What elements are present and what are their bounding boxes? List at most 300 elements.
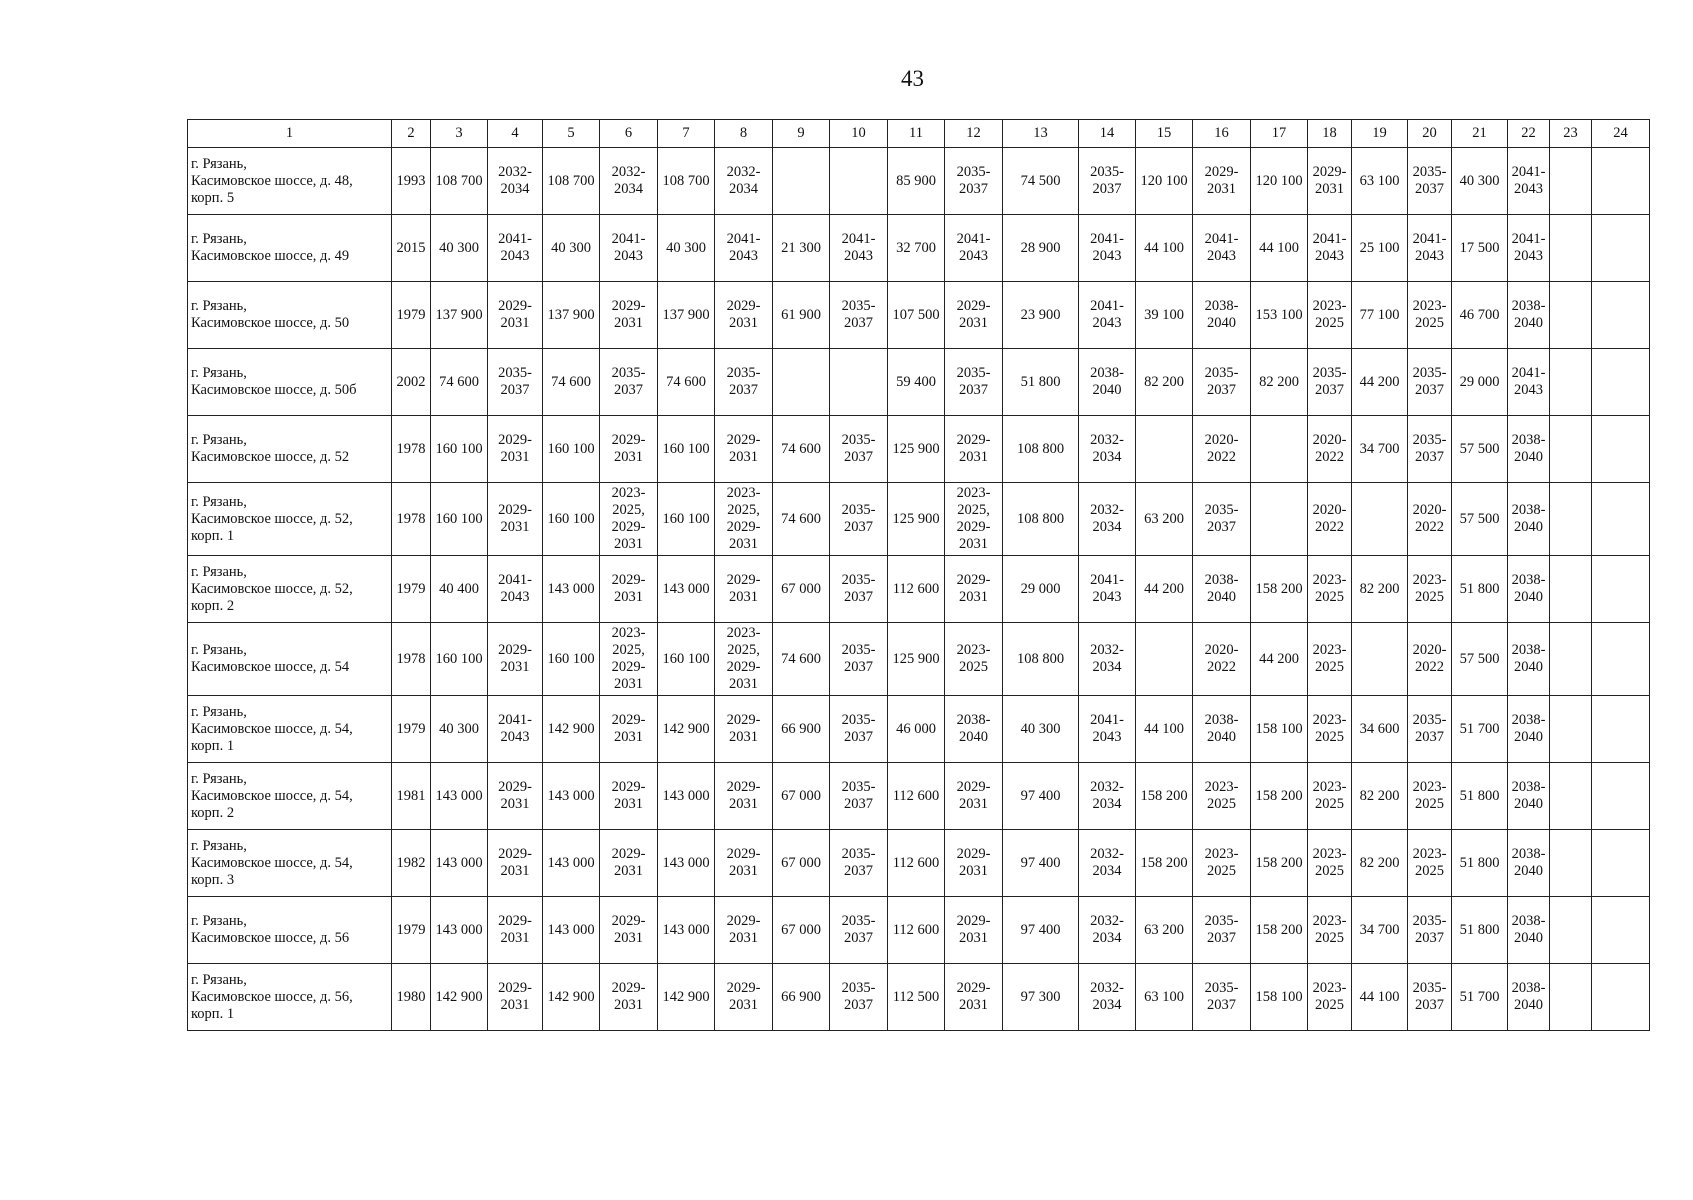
- table-cell: 158 200: [1251, 556, 1308, 623]
- table-cell: 2029- 2031: [945, 830, 1003, 897]
- column-header: 1: [188, 120, 392, 148]
- table-cell: 2038- 2040: [1508, 416, 1550, 483]
- table-cell: 2038- 2040: [1508, 556, 1550, 623]
- table-cell: 2029- 2031: [600, 897, 658, 964]
- address-cell: г. Рязань, Касимовское шоссе, д. 52, корп. 1: [188, 483, 392, 556]
- table-cell: 2029- 2031: [488, 830, 543, 897]
- table-cell: 2038- 2040: [1508, 623, 1550, 696]
- table-cell: 40 300: [658, 215, 715, 282]
- table-cell: [773, 349, 830, 416]
- table-cell: 34 700: [1352, 416, 1408, 483]
- column-header: 14: [1079, 120, 1136, 148]
- table-cell: 125 900: [888, 416, 945, 483]
- table-cell: 158 200: [1251, 763, 1308, 830]
- table-cell: 32 700: [888, 215, 945, 282]
- table-cell: [1592, 763, 1650, 830]
- table-cell: 2029- 2031: [600, 964, 658, 1031]
- address-cell: г. Рязань, Касимовское шоссе, д. 50б: [188, 349, 392, 416]
- table-cell: 2038- 2040: [1508, 282, 1550, 349]
- table-cell: [830, 148, 888, 215]
- table-cell: 2035- 2037: [1193, 897, 1251, 964]
- table-cell: 82 200: [1251, 349, 1308, 416]
- table-cell: 2029- 2031: [1193, 148, 1251, 215]
- table-cell: 143 000: [431, 763, 488, 830]
- column-header: 5: [543, 120, 600, 148]
- table-cell: 160 100: [543, 416, 600, 483]
- table-cell: 28 900: [1003, 215, 1079, 282]
- table-cell: 2032- 2034: [1079, 416, 1136, 483]
- column-header: 15: [1136, 120, 1193, 148]
- table-cell: 2023- 2025: [1408, 282, 1452, 349]
- table-cell: [1592, 416, 1650, 483]
- table-cell: 2041- 2043: [488, 696, 543, 763]
- column-header: 7: [658, 120, 715, 148]
- table-cell: 2020- 2022: [1193, 623, 1251, 696]
- table-cell: 51 700: [1452, 696, 1508, 763]
- table-cell: 66 900: [773, 964, 830, 1031]
- table-row: [188, 282, 1650, 349]
- table-cell: 143 000: [658, 897, 715, 964]
- table-cell: 46 700: [1452, 282, 1508, 349]
- table-row: [188, 763, 1650, 830]
- table-row: [188, 897, 1650, 964]
- column-header: 12: [945, 120, 1003, 148]
- column-header: 2: [392, 120, 431, 148]
- table-cell: 2041- 2043: [945, 215, 1003, 282]
- table-cell: 2029- 2031: [600, 830, 658, 897]
- table-cell: 2038- 2040: [945, 696, 1003, 763]
- table-cell: 29 000: [1003, 556, 1079, 623]
- table-cell: 112 600: [888, 556, 945, 623]
- table-cell: 125 900: [888, 623, 945, 696]
- table-cell: 1978: [392, 483, 431, 556]
- table-cell: [1550, 897, 1592, 964]
- table-cell: 97 300: [1003, 964, 1079, 1031]
- table-cell: 107 500: [888, 282, 945, 349]
- table-cell: 2035- 2037: [830, 830, 888, 897]
- table-cell: [1550, 763, 1592, 830]
- table-cell: 158 100: [1251, 696, 1308, 763]
- table-cell: 108 700: [658, 148, 715, 215]
- table-cell: 137 900: [543, 282, 600, 349]
- table-cell: 143 000: [431, 897, 488, 964]
- table-cell: 2029- 2031: [945, 556, 1003, 623]
- address-cell: г. Рязань, Касимовское шоссе, д. 56, корп. 1: [188, 964, 392, 1031]
- table-row: [188, 349, 1650, 416]
- table-cell: 2035- 2037: [1308, 349, 1352, 416]
- table-cell: 2038- 2040: [1193, 556, 1251, 623]
- table-cell: 108 800: [1003, 623, 1079, 696]
- table-cell: 143 000: [543, 897, 600, 964]
- table-cell: 143 000: [658, 830, 715, 897]
- table-cell: 2032- 2034: [1079, 763, 1136, 830]
- table-cell: 158 200: [1251, 897, 1308, 964]
- table-cell: 2041- 2043: [1408, 215, 1452, 282]
- table-cell: 2032- 2034: [1079, 623, 1136, 696]
- column-header: 11: [888, 120, 945, 148]
- table-cell: 2035- 2037: [830, 556, 888, 623]
- table-cell: 44 200: [1251, 623, 1308, 696]
- table-row: [188, 964, 1650, 1031]
- table-cell: 63 100: [1352, 148, 1408, 215]
- table-cell: 143 000: [431, 830, 488, 897]
- table-cell: 142 900: [543, 696, 600, 763]
- table-cell: 44 200: [1352, 349, 1408, 416]
- table-cell: 67 000: [773, 556, 830, 623]
- table-cell: 2023- 2025: [1308, 696, 1352, 763]
- table-cell: 2035- 2037: [1193, 483, 1251, 556]
- table-cell: 2032- 2034: [1079, 897, 1136, 964]
- table-cell: 2032- 2034: [715, 148, 773, 215]
- table-cell: [1136, 416, 1193, 483]
- table-cell: [1550, 623, 1592, 696]
- table-cell: 2023- 2025: [1408, 763, 1452, 830]
- table-cell: 40 300: [431, 215, 488, 282]
- table-cell: 2041- 2043: [1508, 148, 1550, 215]
- table-cell: [1550, 483, 1592, 556]
- table-cell: 63 200: [1136, 483, 1193, 556]
- column-header: 13: [1003, 120, 1079, 148]
- table-cell: 17 500: [1452, 215, 1508, 282]
- table-cell: 2029- 2031: [600, 416, 658, 483]
- table-cell: 1979: [392, 556, 431, 623]
- table-cell: 2035- 2037: [488, 349, 543, 416]
- table-cell: 108 800: [1003, 483, 1079, 556]
- table-cell: 2029- 2031: [715, 696, 773, 763]
- table-cell: 2029- 2031: [945, 897, 1003, 964]
- table-cell: 2029- 2031: [488, 623, 543, 696]
- table-cell: 67 000: [773, 763, 830, 830]
- table-cell: [1592, 215, 1650, 282]
- table-cell: 2041- 2043: [1508, 215, 1550, 282]
- table-cell: 2038- 2040: [1508, 830, 1550, 897]
- table-cell: 39 100: [1136, 282, 1193, 349]
- table-cell: 2035- 2037: [1079, 148, 1136, 215]
- table-cell: 2023- 2025, 2029- 2031: [600, 483, 658, 556]
- table-cell: 2023- 2025: [1193, 763, 1251, 830]
- table-cell: 158 200: [1136, 763, 1193, 830]
- table-cell: 125 900: [888, 483, 945, 556]
- table-cell: 67 000: [773, 830, 830, 897]
- table-cell: 2023- 2025: [1308, 830, 1352, 897]
- table-cell: 2041- 2043: [715, 215, 773, 282]
- address-cell: г. Рязань, Касимовское шоссе, д. 54, корп. 1: [188, 696, 392, 763]
- table-cell: 158 200: [1136, 830, 1193, 897]
- table-cell: 2023- 2025, 2029- 2031: [715, 623, 773, 696]
- table-cell: 44 100: [1136, 215, 1193, 282]
- table-cell: [1592, 282, 1650, 349]
- table-cell: 2023- 2025: [1308, 763, 1352, 830]
- table-row: [188, 830, 1650, 897]
- table-cell: 108 700: [431, 148, 488, 215]
- table-cell: 2038- 2040: [1508, 763, 1550, 830]
- table-cell: 2041- 2043: [600, 215, 658, 282]
- table-cell: 85 900: [888, 148, 945, 215]
- table-cell: [1550, 556, 1592, 623]
- address-cell: г. Рязань, Касимовское шоссе, д. 48, корп. 5: [188, 148, 392, 215]
- table-cell: 44 100: [1251, 215, 1308, 282]
- table-cell: 160 100: [543, 483, 600, 556]
- table-cell: [1251, 483, 1308, 556]
- capital-repair-schedule-table: [187, 119, 1650, 1031]
- table-cell: 40 300: [431, 696, 488, 763]
- table-cell: 25 100: [1352, 215, 1408, 282]
- table-cell: 63 100: [1136, 964, 1193, 1031]
- table-cell: 2035- 2037: [1408, 349, 1452, 416]
- table-cell: 142 900: [658, 964, 715, 1031]
- table-cell: 2029- 2031: [715, 830, 773, 897]
- table-cell: 1979: [392, 282, 431, 349]
- address-cell: г. Рязань, Касимовское шоссе, д. 54: [188, 623, 392, 696]
- table-cell: [1592, 964, 1650, 1031]
- table-cell: 1979: [392, 897, 431, 964]
- table-cell: 2029- 2031: [488, 763, 543, 830]
- table-cell: 34 600: [1352, 696, 1408, 763]
- table-cell: 112 600: [888, 763, 945, 830]
- table-cell: 2041- 2043: [1079, 556, 1136, 623]
- table-cell: [1592, 897, 1650, 964]
- table-cell: 2035- 2037: [715, 349, 773, 416]
- table-cell: 143 000: [543, 830, 600, 897]
- table-cell: 2038- 2040: [1079, 349, 1136, 416]
- table-cell: [1592, 696, 1650, 763]
- table-cell: 46 000: [888, 696, 945, 763]
- table-cell: 2029- 2031: [488, 483, 543, 556]
- table-row: [188, 623, 1650, 696]
- table-cell: 108 700: [543, 148, 600, 215]
- table-cell: 160 100: [658, 416, 715, 483]
- table-cell: 2041- 2043: [1193, 215, 1251, 282]
- column-header: 6: [600, 120, 658, 148]
- table-cell: 2038- 2040: [1508, 897, 1550, 964]
- table-cell: 112 600: [888, 897, 945, 964]
- table-cell: 2041- 2043: [1308, 215, 1352, 282]
- table-cell: 2029- 2031: [488, 964, 543, 1031]
- table-cell: 74 600: [658, 349, 715, 416]
- table-cell: 1978: [392, 623, 431, 696]
- table-cell: 143 000: [658, 556, 715, 623]
- table-cell: 44 100: [1136, 696, 1193, 763]
- table-cell: 2029- 2031: [715, 416, 773, 483]
- column-header: 3: [431, 120, 488, 148]
- table-cell: 160 100: [543, 623, 600, 696]
- table-cell: 2020- 2022: [1308, 416, 1352, 483]
- table-cell: 59 400: [888, 349, 945, 416]
- table-row: [188, 215, 1650, 282]
- table-cell: 2035- 2037: [1408, 416, 1452, 483]
- table-cell: 2035- 2037: [945, 349, 1003, 416]
- address-cell: г. Рязань, Касимовское шоссе, д. 50: [188, 282, 392, 349]
- table-row: [188, 556, 1650, 623]
- table-cell: 2020- 2022: [1193, 416, 1251, 483]
- column-header: 4: [488, 120, 543, 148]
- table-cell: 44 200: [1136, 556, 1193, 623]
- table-cell: [1251, 416, 1308, 483]
- table-cell: 97 400: [1003, 763, 1079, 830]
- table-cell: 2029- 2031: [488, 897, 543, 964]
- table-cell: [1550, 148, 1592, 215]
- table-cell: 2041- 2043: [488, 215, 543, 282]
- table-cell: 74 600: [431, 349, 488, 416]
- table-cell: 160 100: [431, 623, 488, 696]
- table-cell: 2035- 2037: [1408, 964, 1452, 1031]
- table-cell: 2029- 2031: [715, 964, 773, 1031]
- table-cell: 2041- 2043: [1079, 696, 1136, 763]
- table-cell: 137 900: [658, 282, 715, 349]
- table-cell: 2032- 2034: [1079, 964, 1136, 1031]
- table-cell: 2023- 2025, 2029- 2031: [715, 483, 773, 556]
- table-cell: 97 400: [1003, 830, 1079, 897]
- table-cell: 74 600: [773, 623, 830, 696]
- table-cell: 67 000: [773, 897, 830, 964]
- column-header: 23: [1550, 120, 1592, 148]
- table-cell: 2029- 2031: [488, 416, 543, 483]
- table-cell: [1352, 623, 1408, 696]
- table-cell: 2023- 2025: [1408, 830, 1452, 897]
- column-header: 16: [1193, 120, 1251, 148]
- column-header: 9: [773, 120, 830, 148]
- column-header: 22: [1508, 120, 1550, 148]
- table-cell: 57 500: [1452, 416, 1508, 483]
- table-cell: [1592, 148, 1650, 215]
- table-cell: [1550, 696, 1592, 763]
- table-cell: 1982: [392, 830, 431, 897]
- table-cell: 2029- 2031: [600, 696, 658, 763]
- table-cell: 2038- 2040: [1193, 282, 1251, 349]
- table-cell: 143 000: [658, 763, 715, 830]
- table-cell: 74 600: [543, 349, 600, 416]
- table-cell: 2035- 2037: [830, 763, 888, 830]
- table-cell: 57 500: [1452, 483, 1508, 556]
- table-cell: [1550, 215, 1592, 282]
- address-cell: г. Рязань, Касимовское шоссе, д. 54, корп. 2: [188, 763, 392, 830]
- table-cell: [1550, 830, 1592, 897]
- table-cell: 2023- 2025: [1308, 556, 1352, 623]
- table-cell: 2020- 2022: [1408, 483, 1452, 556]
- table-cell: 23 900: [1003, 282, 1079, 349]
- table-cell: [1550, 349, 1592, 416]
- table-cell: 51 800: [1452, 830, 1508, 897]
- table-cell: 2035- 2037: [1408, 897, 1452, 964]
- table-cell: [1550, 964, 1592, 1031]
- table-cell: 112 600: [888, 830, 945, 897]
- table-cell: 2041- 2043: [1079, 282, 1136, 349]
- table-cell: 97 400: [1003, 897, 1079, 964]
- column-header: 18: [1308, 120, 1352, 148]
- table-cell: 160 100: [658, 623, 715, 696]
- address-cell: г. Рязань, Касимовское шоссе, д. 49: [188, 215, 392, 282]
- column-header: 21: [1452, 120, 1508, 148]
- table-cell: 40 400: [431, 556, 488, 623]
- table-cell: 160 100: [658, 483, 715, 556]
- table-cell: 112 500: [888, 964, 945, 1031]
- table-cell: 34 700: [1352, 897, 1408, 964]
- table-cell: 51 700: [1452, 964, 1508, 1031]
- table-cell: [1592, 830, 1650, 897]
- table-cell: 66 900: [773, 696, 830, 763]
- table-cell: 82 200: [1352, 556, 1408, 623]
- table-cell: 40 300: [1003, 696, 1079, 763]
- table-cell: 2023- 2025, 2029- 2031: [600, 623, 658, 696]
- table-cell: 108 800: [1003, 416, 1079, 483]
- table-cell: 2023- 2025: [1308, 282, 1352, 349]
- table-cell: 1981: [392, 763, 431, 830]
- table-cell: 2020- 2022: [1308, 483, 1352, 556]
- table-cell: 2029- 2031: [1308, 148, 1352, 215]
- table-cell: 2041- 2043: [830, 215, 888, 282]
- table-cell: 2035- 2037: [1193, 349, 1251, 416]
- table-cell: 2023- 2025: [1408, 556, 1452, 623]
- table-cell: 51 800: [1452, 763, 1508, 830]
- table-cell: 158 200: [1251, 830, 1308, 897]
- table-cell: [830, 349, 888, 416]
- table-cell: 137 900: [431, 282, 488, 349]
- table-cell: [1592, 349, 1650, 416]
- address-cell: г. Рязань, Касимовское шоссе, д. 52, корп. 2: [188, 556, 392, 623]
- address-cell: г. Рязань, Касимовское шоссе, д. 52: [188, 416, 392, 483]
- column-header: 20: [1408, 120, 1452, 148]
- table-cell: 160 100: [431, 416, 488, 483]
- table-row: [188, 483, 1650, 556]
- column-header: 17: [1251, 120, 1308, 148]
- table-cell: 2015: [392, 215, 431, 282]
- table-cell: 2029- 2031: [715, 897, 773, 964]
- table-cell: 120 100: [1251, 148, 1308, 215]
- table-cell: 2035- 2037: [830, 964, 888, 1031]
- table-cell: 2023- 2025: [1308, 623, 1352, 696]
- table-cell: 2032- 2034: [1079, 483, 1136, 556]
- table-cell: 160 100: [431, 483, 488, 556]
- table-cell: [1592, 483, 1650, 556]
- table-cell: 2038- 2040: [1193, 696, 1251, 763]
- table-cell: 2038- 2040: [1508, 483, 1550, 556]
- table-cell: 51 800: [1452, 556, 1508, 623]
- table-cell: 2035- 2037: [830, 696, 888, 763]
- table-cell: 2029- 2031: [945, 416, 1003, 483]
- column-header: 10: [830, 120, 888, 148]
- table-cell: 2035- 2037: [830, 623, 888, 696]
- table-cell: 2038- 2040: [1508, 696, 1550, 763]
- table-cell: 61 900: [773, 282, 830, 349]
- table-cell: 143 000: [543, 763, 600, 830]
- table-cell: 2032- 2034: [600, 148, 658, 215]
- table-cell: 2029- 2031: [945, 964, 1003, 1031]
- table-cell: 74 600: [773, 483, 830, 556]
- page-number: 43: [901, 66, 924, 91]
- table-cell: [1592, 556, 1650, 623]
- table-cell: 2023- 2025: [1308, 897, 1352, 964]
- table-cell: 74 600: [773, 416, 830, 483]
- table-cell: [773, 148, 830, 215]
- table-cell: 2041- 2043: [488, 556, 543, 623]
- address-cell: г. Рязань, Касимовское шоссе, д. 54, корп. 3: [188, 830, 392, 897]
- table-cell: 2023- 2025: [1193, 830, 1251, 897]
- table-cell: 1993: [392, 148, 431, 215]
- table-row: [188, 148, 1650, 215]
- table-cell: 2032- 2034: [488, 148, 543, 215]
- table-cell: 2029- 2031: [715, 763, 773, 830]
- column-header: 8: [715, 120, 773, 148]
- table-cell: 2035- 2037: [830, 416, 888, 483]
- table-cell: 77 100: [1352, 282, 1408, 349]
- table-cell: 82 200: [1136, 349, 1193, 416]
- table-cell: 158 100: [1251, 964, 1308, 1031]
- table-cell: 2029- 2031: [945, 763, 1003, 830]
- table-cell: 2002: [392, 349, 431, 416]
- table-cell: 1978: [392, 416, 431, 483]
- table-cell: 2029- 2031: [945, 282, 1003, 349]
- table-cell: 2035- 2037: [600, 349, 658, 416]
